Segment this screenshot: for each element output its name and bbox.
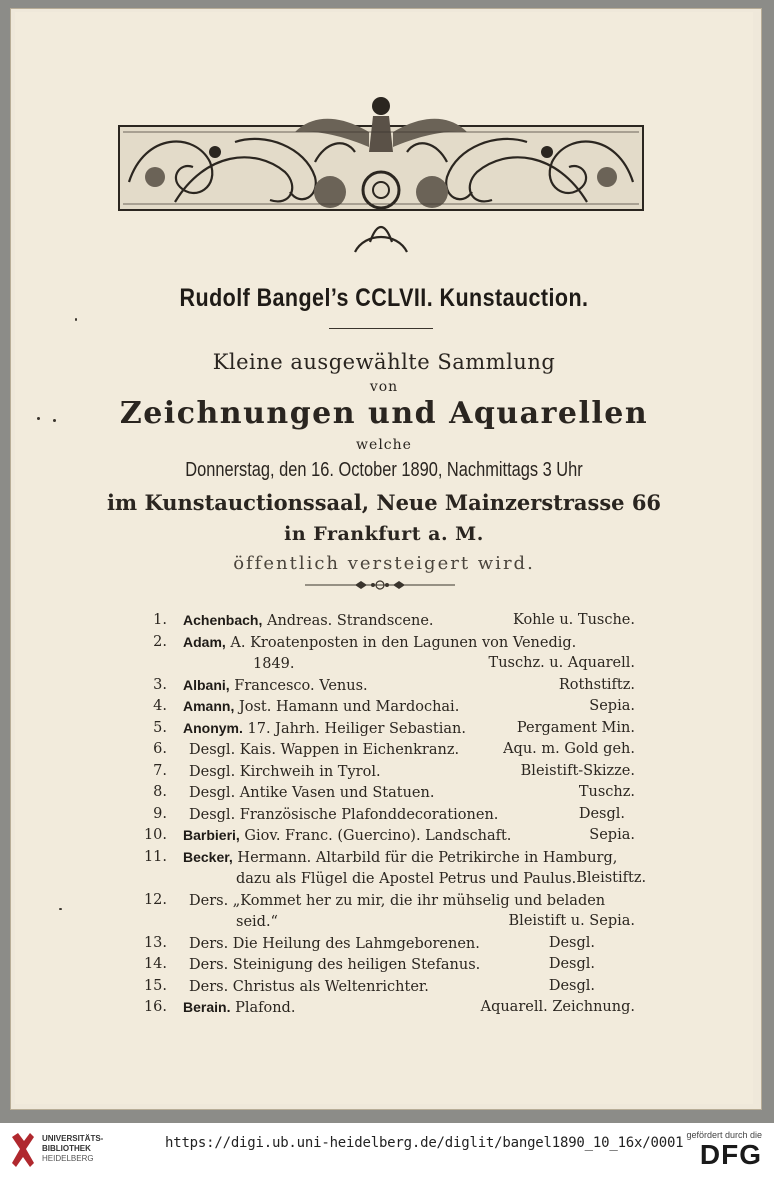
lot-row: [130, 825, 635, 847]
lot-row-continued: [130, 911, 635, 933]
library-name: [42, 1134, 103, 1164]
intro-closing: öffentlich versteigert wird.: [233, 553, 535, 574]
lot-number: 2.: [153, 633, 167, 650]
lot-technique: Bleistift-Skizze.: [520, 762, 635, 779]
lot-description: Jost. Hamann und Mardochai.: [234, 699, 460, 715]
lot-technique: Bleistiftz.: [576, 870, 647, 886]
lot-description: 1849.: [253, 656, 295, 672]
lot-description: Ders. Steinigung des heiligen Stefanus.: [189, 957, 481, 973]
ornament-headpiece: [115, 92, 647, 257]
lot-number: [130, 653, 183, 675]
library-logo-icon: [10, 1131, 36, 1169]
lot-number: [130, 868, 183, 890]
lot-description: Desgl. Französische Plafonddecorationen.: [189, 806, 499, 823]
lot-row: [130, 890, 635, 912]
lot-description: seid.“: [236, 914, 278, 930]
ink-speck: [59, 908, 62, 910]
lot-description: Ders. Die Heilung des Lahmgeborenen.: [189, 935, 480, 952]
lot-row: [130, 933, 635, 955]
artist-name: Albani,: [183, 676, 230, 693]
funding-label: gefördert durch die: [686, 1130, 762, 1140]
lot-technique: Kohle u. Tusche.: [513, 612, 635, 628]
lot-technique: Bleistift u. Sepia.: [508, 913, 635, 929]
lot-row: [130, 675, 635, 697]
lot-number: 16.: [143, 999, 167, 1015]
lot-description: Francesco. Venus.: [229, 677, 368, 694]
lot-description: Desgl. Kais. Wappen in Eichenkranz.: [189, 742, 460, 758]
auction-title: Rudolf Bangel’s CCLVII. Kunstauction.: [179, 284, 589, 312]
lot-description: Ders. „Kommet her zu mir, die ihr mühselig und beladen: [189, 892, 606, 909]
lot-list: [130, 610, 647, 1019]
lot-number: 6.: [153, 741, 167, 757]
artist-name: Berain.: [183, 999, 231, 1015]
lot-description: Desgl. Antike Vasen und Statuen.: [189, 785, 435, 801]
viewer-footer: [0, 1123, 774, 1178]
intro-city: in Frankfurt a. M.: [284, 523, 484, 545]
lot-technique: Aquarell. Zeichnung.: [480, 999, 635, 1015]
lot-description: Hermann. Altarbild für die Petrikirche in Hamburg,: [232, 849, 618, 866]
library-line: UNIVERSITÄTS-: [42, 1134, 104, 1143]
lot-technique: Tuschz.: [578, 784, 635, 800]
lot-number: 7.: [153, 762, 167, 779]
catalog-page: [15, 12, 753, 1104]
lot-number: 10.: [143, 827, 167, 843]
lot-technique: Sepia.: [589, 698, 635, 714]
intro-von: von: [369, 379, 399, 395]
lot-row: [130, 954, 635, 976]
dfg-logo: DFG: [699, 1139, 762, 1170]
lot-description: Giov. Franc. (Guercino). Landschaft.: [239, 828, 512, 844]
lot-technique: Pergament Min.: [516, 719, 635, 736]
lot-number: 8.: [153, 784, 167, 800]
artist-name: Achenbach,: [183, 612, 263, 628]
ink-speck: [53, 419, 56, 422]
lot-description: Andreas. Strandscene.: [262, 613, 434, 629]
permalink-url[interactable]: https://digi.ub.uni-heidelberg.de/diglit/bangel1890_10_16x/0001: [165, 1135, 684, 1151]
intro-venue: im Kunstauctionssaal, Neue Mainzerstrasse 66: [106, 490, 662, 515]
lot-description: dazu als Flügel die Apostel Petrus und Paulus.: [236, 871, 577, 887]
intro-collection: Kleine ausgewählte Sammlung: [212, 350, 556, 374]
lot-row: [130, 782, 635, 804]
lot-row: [130, 976, 635, 998]
lot-technique: Desgl.: [548, 956, 595, 972]
intro-date: Donnerstag, den 16. October 1890, Nachmittags 3 Uhr: [185, 459, 583, 481]
lot-number: [130, 911, 183, 933]
ink-speck: [37, 417, 40, 420]
lot-row: [130, 739, 635, 761]
lot-technique: Sepia.: [589, 827, 635, 843]
lot-number: 13.: [143, 934, 167, 951]
lot-row: [130, 610, 635, 632]
lot-row: [130, 632, 635, 654]
intro-heading: Zeichnungen und Aquarellen: [119, 396, 649, 431]
lot-row: [130, 718, 635, 740]
lot-technique: Desgl.: [578, 805, 625, 822]
lot-row: [130, 847, 635, 869]
lot-number: 15.: [143, 977, 167, 994]
lot-number: 9.: [153, 805, 167, 822]
lot-technique: Desgl.: [548, 977, 595, 994]
lot-number: 4.: [153, 698, 167, 714]
lot-row: [130, 761, 635, 783]
lot-number: 5.: [153, 719, 167, 736]
lot-row-continued: [130, 868, 647, 890]
lot-number: 3.: [153, 676, 167, 693]
lot-row-continued: [130, 653, 635, 675]
ornamental-divider: [305, 578, 455, 592]
lot-row: [130, 997, 635, 1019]
title-rule: [329, 328, 433, 329]
artist-name: Adam,: [183, 633, 226, 650]
artist-name: Anonym.: [183, 719, 243, 736]
lot-number: 1.: [153, 612, 167, 628]
library-line: BIBLIOTHEK: [42, 1144, 91, 1153]
artist-name: Barbieri,: [183, 827, 240, 843]
lot-description: 17. Jahrh. Heiliger Sebastian.: [242, 720, 466, 737]
lot-description: Ders. Christus als Weltenrichter.: [189, 978, 429, 995]
lot-number: 12.: [143, 891, 167, 908]
lot-number: 14.: [143, 956, 167, 972]
lot-technique: Rothstiftz.: [558, 676, 635, 693]
lot-row: [130, 696, 635, 718]
lot-description: A. Kroatenposten in den Lagunen von Venedig.: [225, 634, 577, 651]
lot-description: Plafond.: [230, 1000, 296, 1016]
artist-name: Amann,: [183, 698, 235, 714]
ink-speck: [75, 318, 77, 321]
lot-technique: Tuschz. u. Aquarell.: [488, 655, 635, 671]
lot-row: [130, 804, 635, 826]
intro-welche: welche: [356, 437, 412, 453]
artist-name: Becker,: [183, 848, 233, 865]
lot-number: 11.: [143, 848, 167, 865]
lot-technique: Desgl.: [548, 934, 595, 951]
library-line: HEIDELBERG: [42, 1154, 94, 1163]
lot-technique: Aqu. m. Gold geh.: [503, 741, 635, 757]
lot-description: Desgl. Kirchweih in Tyrol.: [189, 763, 381, 780]
